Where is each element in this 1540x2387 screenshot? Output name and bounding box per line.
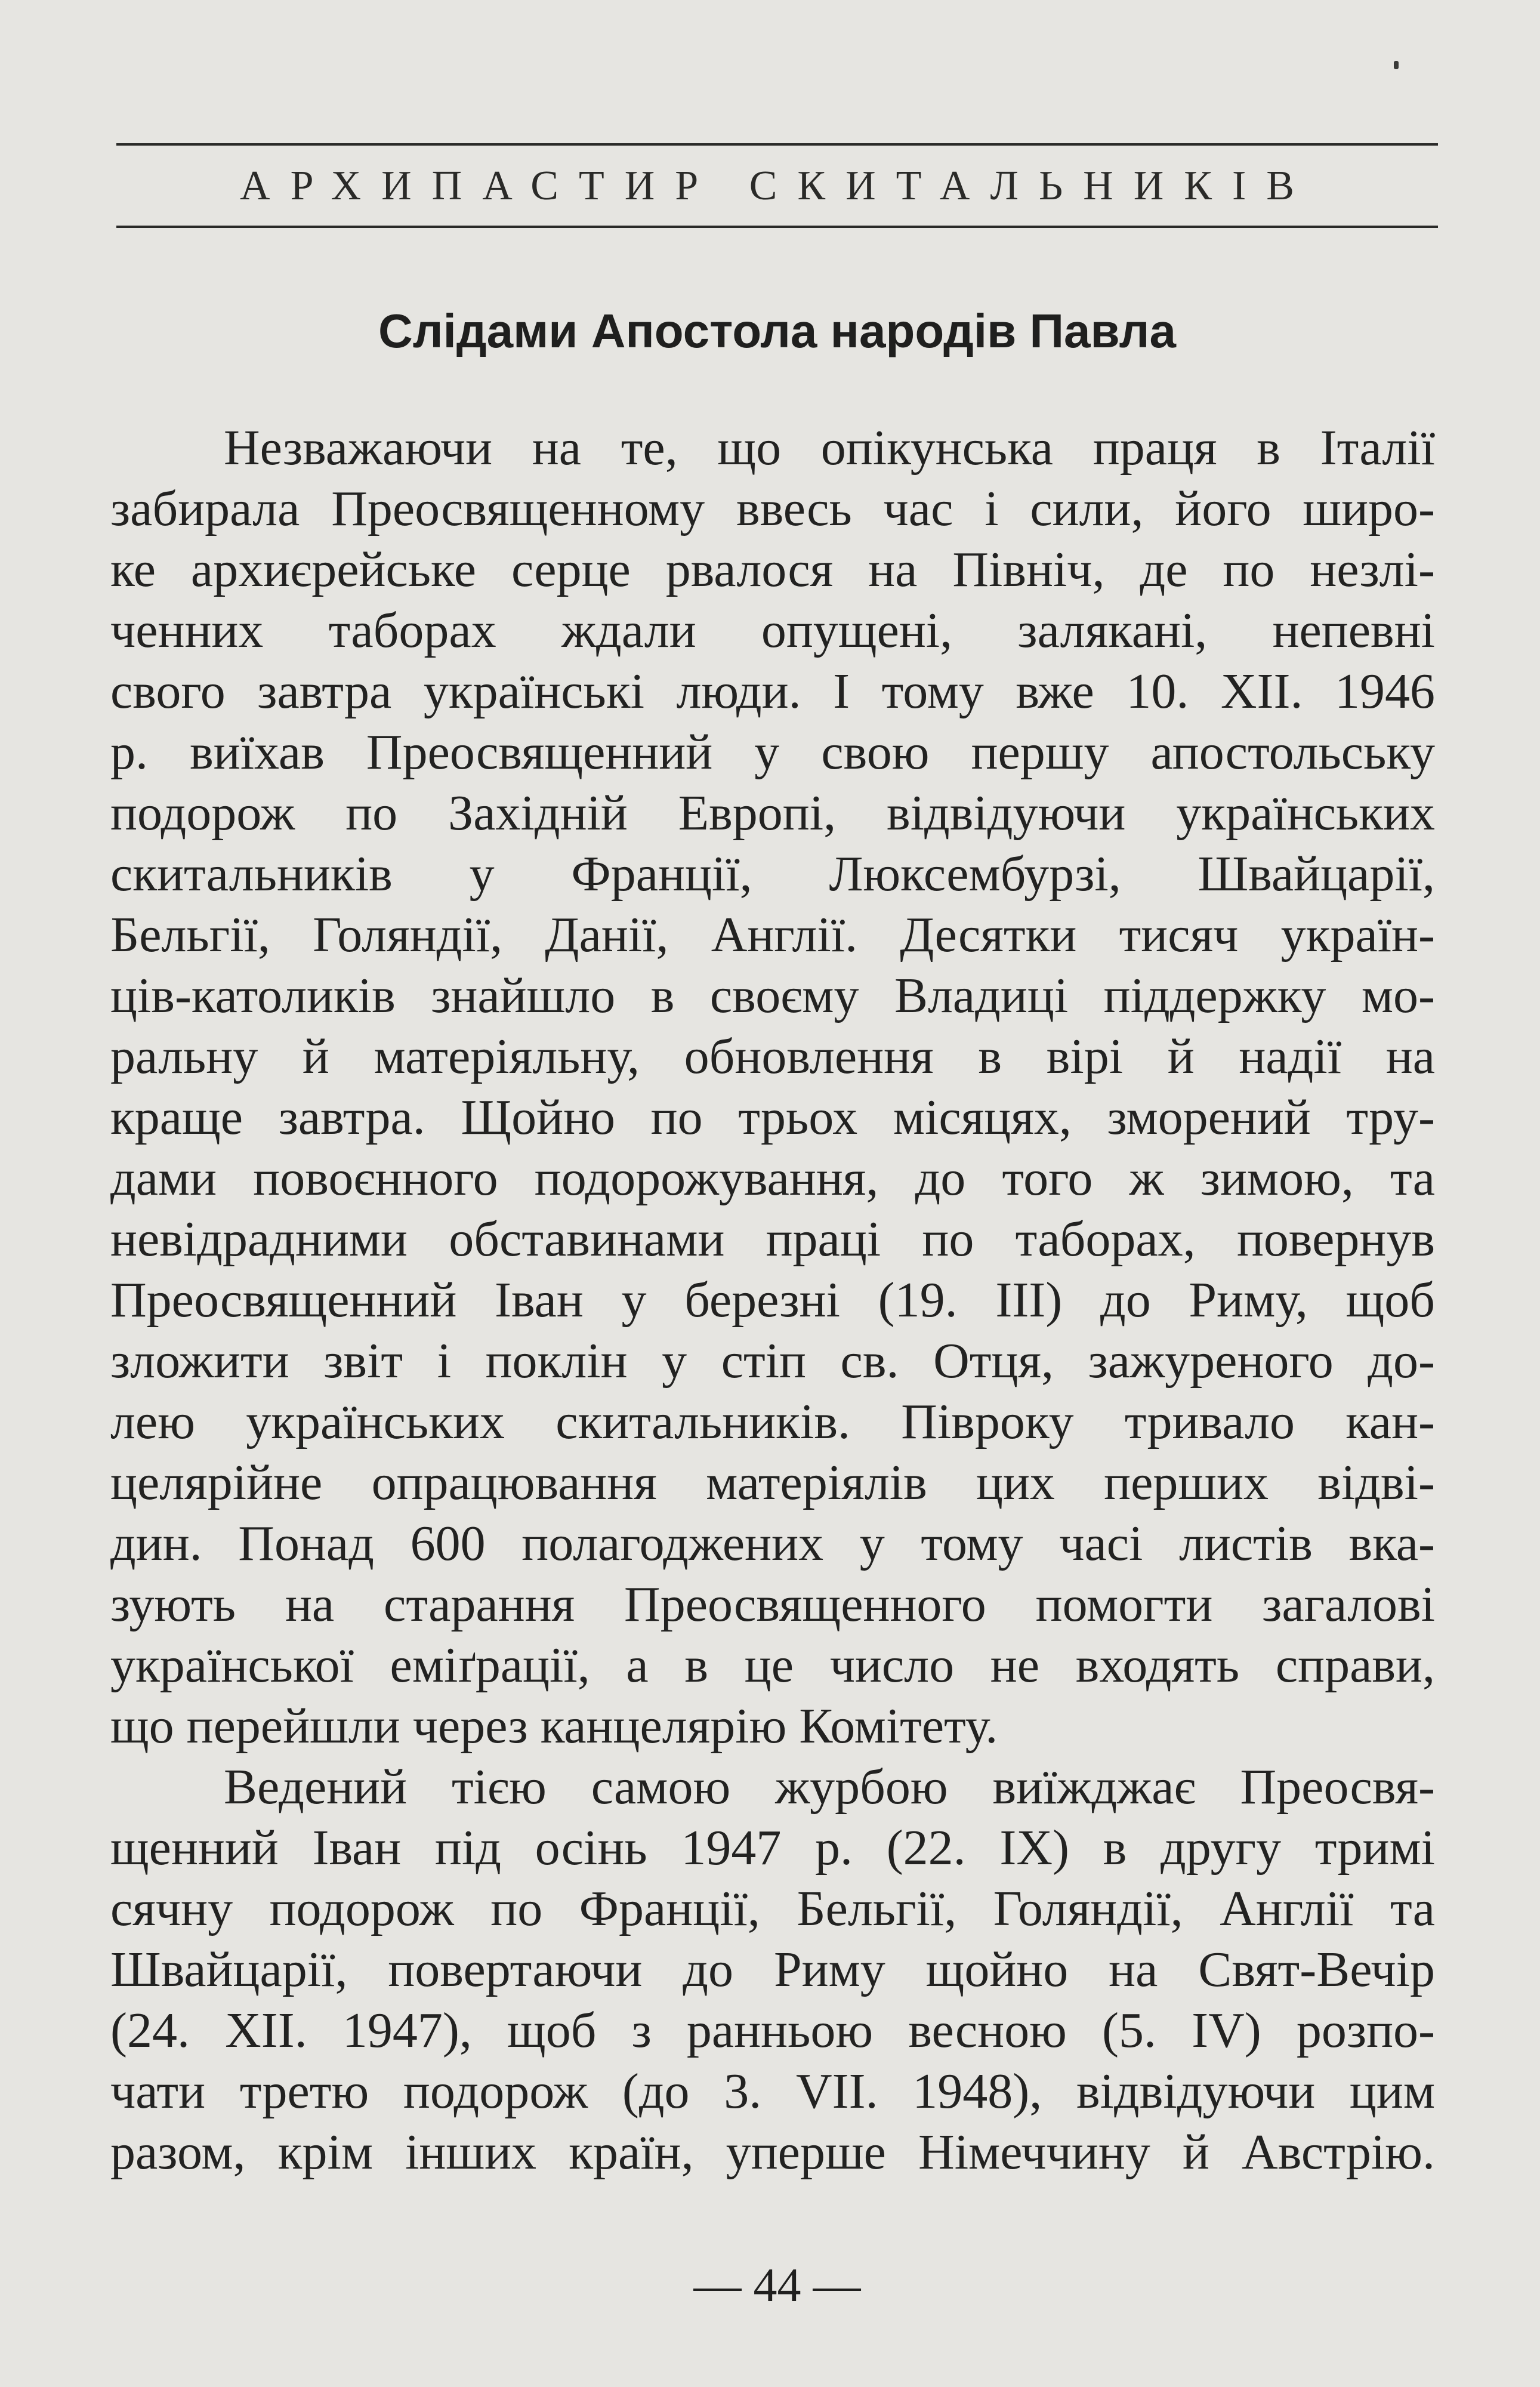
text-line: Незважаючи на те, що опікунська праця в Італії [224,420,1435,476]
text-line: дами повоєнного подорожування, до того ж зимою, та [110,1151,1435,1206]
text-line: зують на старання Преосвященного помогти загалові [110,1577,1435,1632]
print-speck [1394,61,1399,69]
text-line: Швайцарії, повертаючи до Риму щойно на Свят-Вечір [110,1942,1435,1997]
text-line: целярійне опрацювання матеріялів цих перших відві- [110,1455,1435,1510]
text-line: свого завтра українські люди. І тому вже 10. XII. 1946 [110,664,1435,719]
text-line: Бельгії, Голяндії, Данії, Англії. Десятки тисяч україн- [110,907,1435,963]
text-line: краще завтра. Щойно по трьох місяцях, зморений тру- [110,1090,1435,1145]
text-line: чати третю подорож (до 3. VII. 1948), відвідуючи цим [110,2064,1435,2119]
text-line: р. виїхав Преосвященний у свою першу апостольську [110,724,1435,780]
text-line: забирала Преосвященному ввесь час і сили, його широ- [110,481,1435,536]
text-line: ців-католиків знайшло в своєму Владиці піддержку мо- [110,968,1435,1023]
header-rule-bottom [116,226,1438,228]
text-line: лею українських скитальників. Півроку тривало кан- [110,1394,1435,1450]
text-line: що перейшли через канцелярію Комітету. [110,1698,998,1754]
text-line: невідрадними обставинами праці по таборах, повернув [110,1211,1435,1267]
section-title: Слідами Апостола народів Павла [378,304,1176,357]
text-line: української еміґрації, а в це число не входять справи, [110,1637,1435,1693]
text-line: разом, крім інших країн, уперше Німеччину й Австрію. [110,2124,1435,2180]
text-line: зложити звіт і поклін у стіп св. Отця, зажуреного до- [110,1333,1435,1389]
text-line: дин. Понад 600 полагоджених у тому часі листів вка- [110,1516,1435,1571]
text-line: Преосвященний Іван у березні (19. III) до Риму, щоб [110,1272,1435,1328]
page-number: — 44 — [693,2259,861,2312]
text-line: ральну й матеріяльну, обновлення в вірі й надії на [110,1029,1435,1084]
body-text [110,418,1435,2183]
text-line: ченних таборах ждали опущені, залякані, непевні [110,603,1435,658]
text-line: подорож по Західній Европі, відвідуючи українських [110,785,1435,841]
text-line: (24. XII. 1947), щоб з ранньою весною (5. IV) розпо- [110,2003,1435,2058]
text-line: сячну подорож по Франції, Бельгії, Голяндії, Англії та [110,1881,1435,1936]
running-head: АРХИПАСТИР СКИТАЛЬНИКІВ [240,163,1314,209]
text-line: Ведений тією самою журбою виїжджає Преосвя- [224,1759,1435,1815]
text-line: ке архиєрейське серце рвалося на Північ, де по незлі- [110,542,1435,597]
text-line: щенний Іван під осінь 1947 р. (22. IX) в другу тримі [110,1820,1435,1876]
text-line: скитальників у Франції, Люксембурзі, Швайцарії, [110,846,1435,902]
header-rule-top [116,143,1438,146]
